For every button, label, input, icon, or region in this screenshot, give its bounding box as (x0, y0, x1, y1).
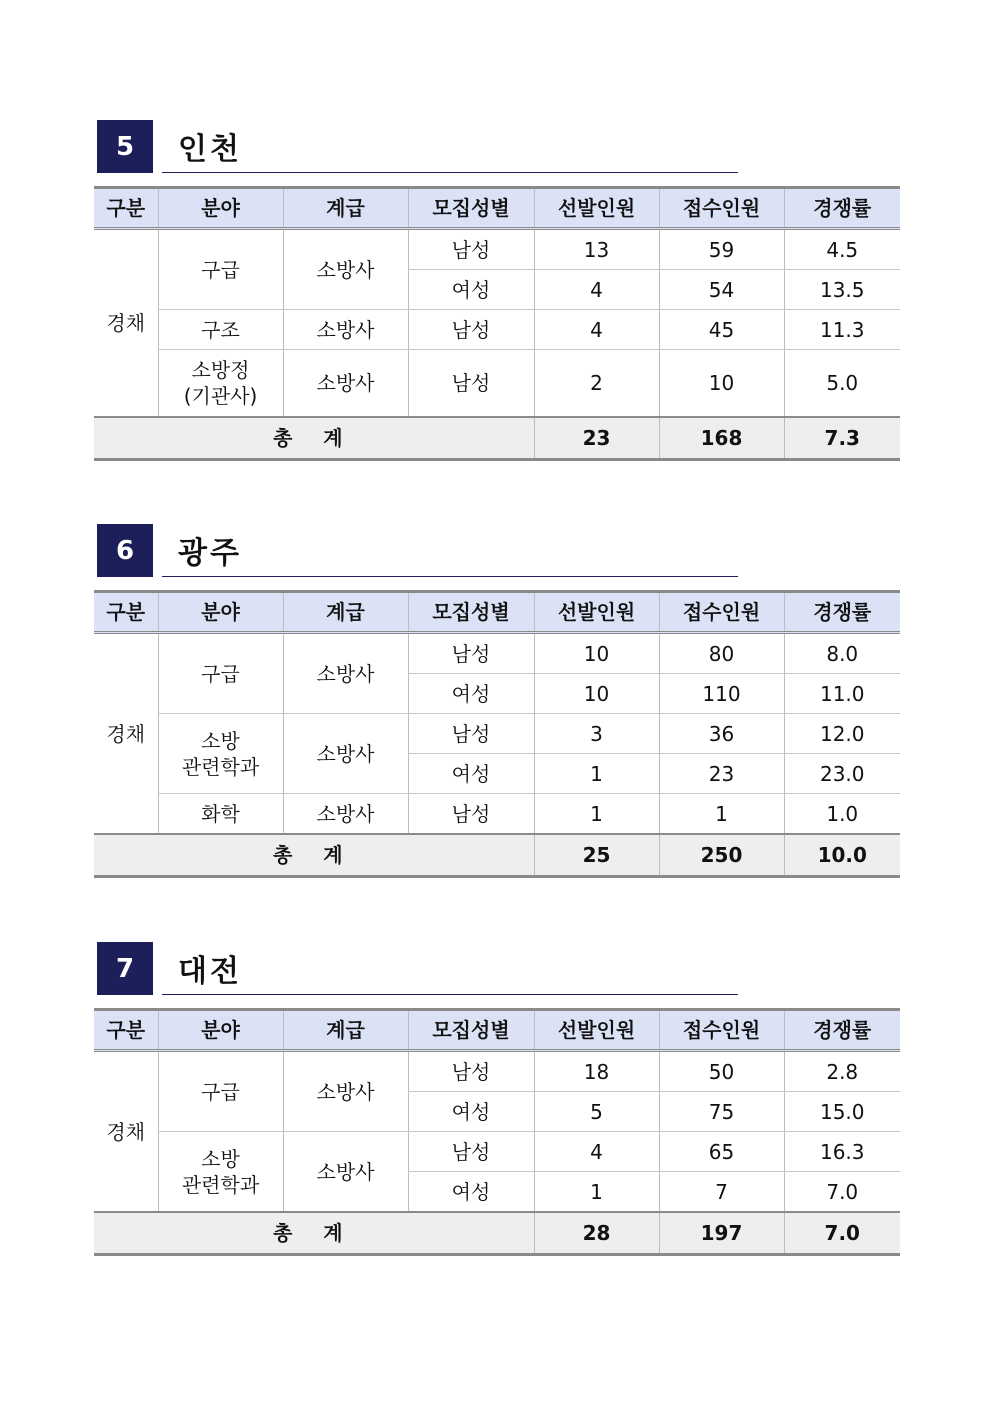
total-selected: 25 (534, 834, 659, 877)
rank-cell: 소방사 (283, 310, 408, 350)
field-line: 소방 (201, 1146, 240, 1171)
header-gender: 모집성별 (408, 1010, 534, 1051)
applied-cell: 7 (659, 1172, 784, 1213)
field-cell (158, 350, 283, 418)
total-rate: 7.0 (784, 1212, 900, 1255)
selected-cell: 18 (534, 1051, 659, 1092)
field-line: 관련학과 (181, 1172, 260, 1197)
gender-cell: 남성 (408, 350, 534, 418)
header-row (94, 1010, 900, 1051)
category-cell: 경채 (94, 1051, 158, 1213)
gender-cell: 여성 (408, 1172, 534, 1213)
gender-cell: 여성 (408, 270, 534, 310)
header-rate: 경쟁률 (784, 592, 900, 633)
header-rank: 계급 (283, 1010, 408, 1051)
gender-cell: 남성 (408, 714, 534, 754)
header-gender: 모집성별 (408, 188, 534, 229)
gender-cell: 남성 (408, 1051, 534, 1092)
rate-cell: 2.8 (784, 1051, 900, 1092)
section-number-badge: 5 (97, 120, 153, 173)
rate-cell: 23.0 (784, 754, 900, 794)
total-applied: 197 (659, 1212, 784, 1255)
field-cell: 화학 (158, 794, 283, 835)
field-cell: 구급 (158, 229, 283, 310)
rank-cell: 소방사 (283, 794, 408, 835)
rank-cell: 소방사 (283, 350, 408, 418)
total-rate: 10.0 (784, 834, 900, 877)
gender-cell: 남성 (408, 794, 534, 835)
gender-cell: 남성 (408, 310, 534, 350)
total-row (94, 417, 900, 460)
header-selected: 선발인원 (534, 592, 659, 633)
header-applied: 접수인원 (659, 188, 784, 229)
rate-cell: 5.0 (784, 350, 900, 418)
header-applied: 접수인원 (659, 1010, 784, 1051)
header-rank: 계급 (283, 592, 408, 633)
section-heading (94, 524, 900, 590)
header-row (94, 592, 900, 633)
selected-cell: 4 (534, 310, 659, 350)
rate-cell: 15.0 (784, 1092, 900, 1132)
recruitment-table (94, 590, 900, 878)
rank-cell: 소방사 (283, 1132, 408, 1213)
header-category: 구분 (94, 592, 158, 633)
section-number-badge: 7 (97, 942, 153, 995)
title-underline (162, 994, 738, 995)
selected-cell: 4 (534, 270, 659, 310)
table-row (94, 1051, 900, 1092)
field-cell: 구급 (158, 633, 283, 714)
header-selected: 선발인원 (534, 1010, 659, 1051)
recruitment-table (94, 186, 900, 461)
field-cell (158, 714, 283, 794)
title-underline (162, 576, 738, 577)
region-title: 대전 (178, 954, 242, 989)
total-row (94, 1212, 900, 1255)
section-daejeon (94, 942, 900, 1256)
region-title: 인천 (178, 132, 242, 167)
total-applied: 168 (659, 417, 784, 460)
selected-cell: 13 (534, 229, 659, 270)
section-heading (94, 942, 900, 1008)
section-gwangju (94, 524, 900, 878)
header-gender: 모집성별 (408, 592, 534, 633)
applied-cell: 1 (659, 794, 784, 835)
rank-cell: 소방사 (283, 1051, 408, 1132)
rate-cell: 8.0 (784, 633, 900, 674)
table-row (94, 1132, 900, 1172)
field-line: 소방 (201, 728, 240, 753)
category-cell: 경채 (94, 229, 158, 418)
total-row (94, 834, 900, 877)
table-row (94, 633, 900, 674)
total-label: 총 계 (94, 1212, 534, 1255)
rate-cell: 16.3 (784, 1132, 900, 1172)
field-line: 소방정 (191, 358, 250, 382)
applied-cell: 23 (659, 754, 784, 794)
rank-cell: 소방사 (283, 633, 408, 714)
header-field: 분야 (158, 188, 283, 229)
field-line: (기관사) (183, 384, 258, 408)
field-line: 관련학과 (181, 754, 260, 779)
applied-cell: 75 (659, 1092, 784, 1132)
section-number-badge: 6 (97, 524, 153, 577)
header-field: 분야 (158, 1010, 283, 1051)
total-rate: 7.3 (784, 417, 900, 460)
selected-cell: 5 (534, 1092, 659, 1132)
rate-cell: 7.0 (784, 1172, 900, 1213)
selected-cell: 1 (534, 794, 659, 835)
rate-cell: 13.5 (784, 270, 900, 310)
header-rate: 경쟁률 (784, 188, 900, 229)
title-underline (162, 172, 738, 173)
section-incheon (94, 120, 900, 461)
rank-cell: 소방사 (283, 229, 408, 310)
applied-cell: 110 (659, 674, 784, 714)
header-category: 구분 (94, 188, 158, 229)
table-row (94, 714, 900, 754)
total-selected: 28 (534, 1212, 659, 1255)
header-rank: 계급 (283, 188, 408, 229)
selected-cell: 4 (534, 1132, 659, 1172)
rank-cell: 소방사 (283, 714, 408, 794)
table-row (94, 310, 900, 350)
total-applied: 250 (659, 834, 784, 877)
header-category: 구분 (94, 1010, 158, 1051)
gender-cell: 여성 (408, 754, 534, 794)
table-row (94, 350, 900, 418)
rate-cell: 4.5 (784, 229, 900, 270)
applied-cell: 10 (659, 350, 784, 418)
gender-cell: 남성 (408, 229, 534, 270)
header-rate: 경쟁률 (784, 1010, 900, 1051)
gender-cell: 여성 (408, 1092, 534, 1132)
table-row (94, 229, 900, 270)
applied-cell: 65 (659, 1132, 784, 1172)
applied-cell: 36 (659, 714, 784, 754)
applied-cell: 50 (659, 1051, 784, 1092)
header-selected: 선발인원 (534, 188, 659, 229)
rate-cell: 11.0 (784, 674, 900, 714)
selected-cell: 2 (534, 350, 659, 418)
selected-cell: 3 (534, 714, 659, 754)
header-applied: 접수인원 (659, 592, 784, 633)
category-cell: 경채 (94, 633, 158, 835)
selected-cell: 1 (534, 1172, 659, 1213)
gender-cell: 남성 (408, 633, 534, 674)
total-selected: 23 (534, 417, 659, 460)
field-cell: 구급 (158, 1051, 283, 1132)
applied-cell: 54 (659, 270, 784, 310)
selected-cell: 10 (534, 633, 659, 674)
applied-cell: 80 (659, 633, 784, 674)
field-cell: 구조 (158, 310, 283, 350)
applied-cell: 45 (659, 310, 784, 350)
rate-cell: 12.0 (784, 714, 900, 754)
gender-cell: 남성 (408, 1132, 534, 1172)
total-label: 총 계 (94, 417, 534, 460)
region-title: 광주 (178, 536, 242, 571)
total-label: 총 계 (94, 834, 534, 877)
applied-cell: 59 (659, 229, 784, 270)
recruitment-table (94, 1008, 900, 1256)
selected-cell: 10 (534, 674, 659, 714)
gender-cell: 여성 (408, 674, 534, 714)
rate-cell: 1.0 (784, 794, 900, 835)
header-field: 분야 (158, 592, 283, 633)
table-row (94, 794, 900, 835)
field-cell (158, 1132, 283, 1213)
selected-cell: 1 (534, 754, 659, 794)
section-heading (94, 120, 900, 186)
header-row (94, 188, 900, 229)
rate-cell: 11.3 (784, 310, 900, 350)
